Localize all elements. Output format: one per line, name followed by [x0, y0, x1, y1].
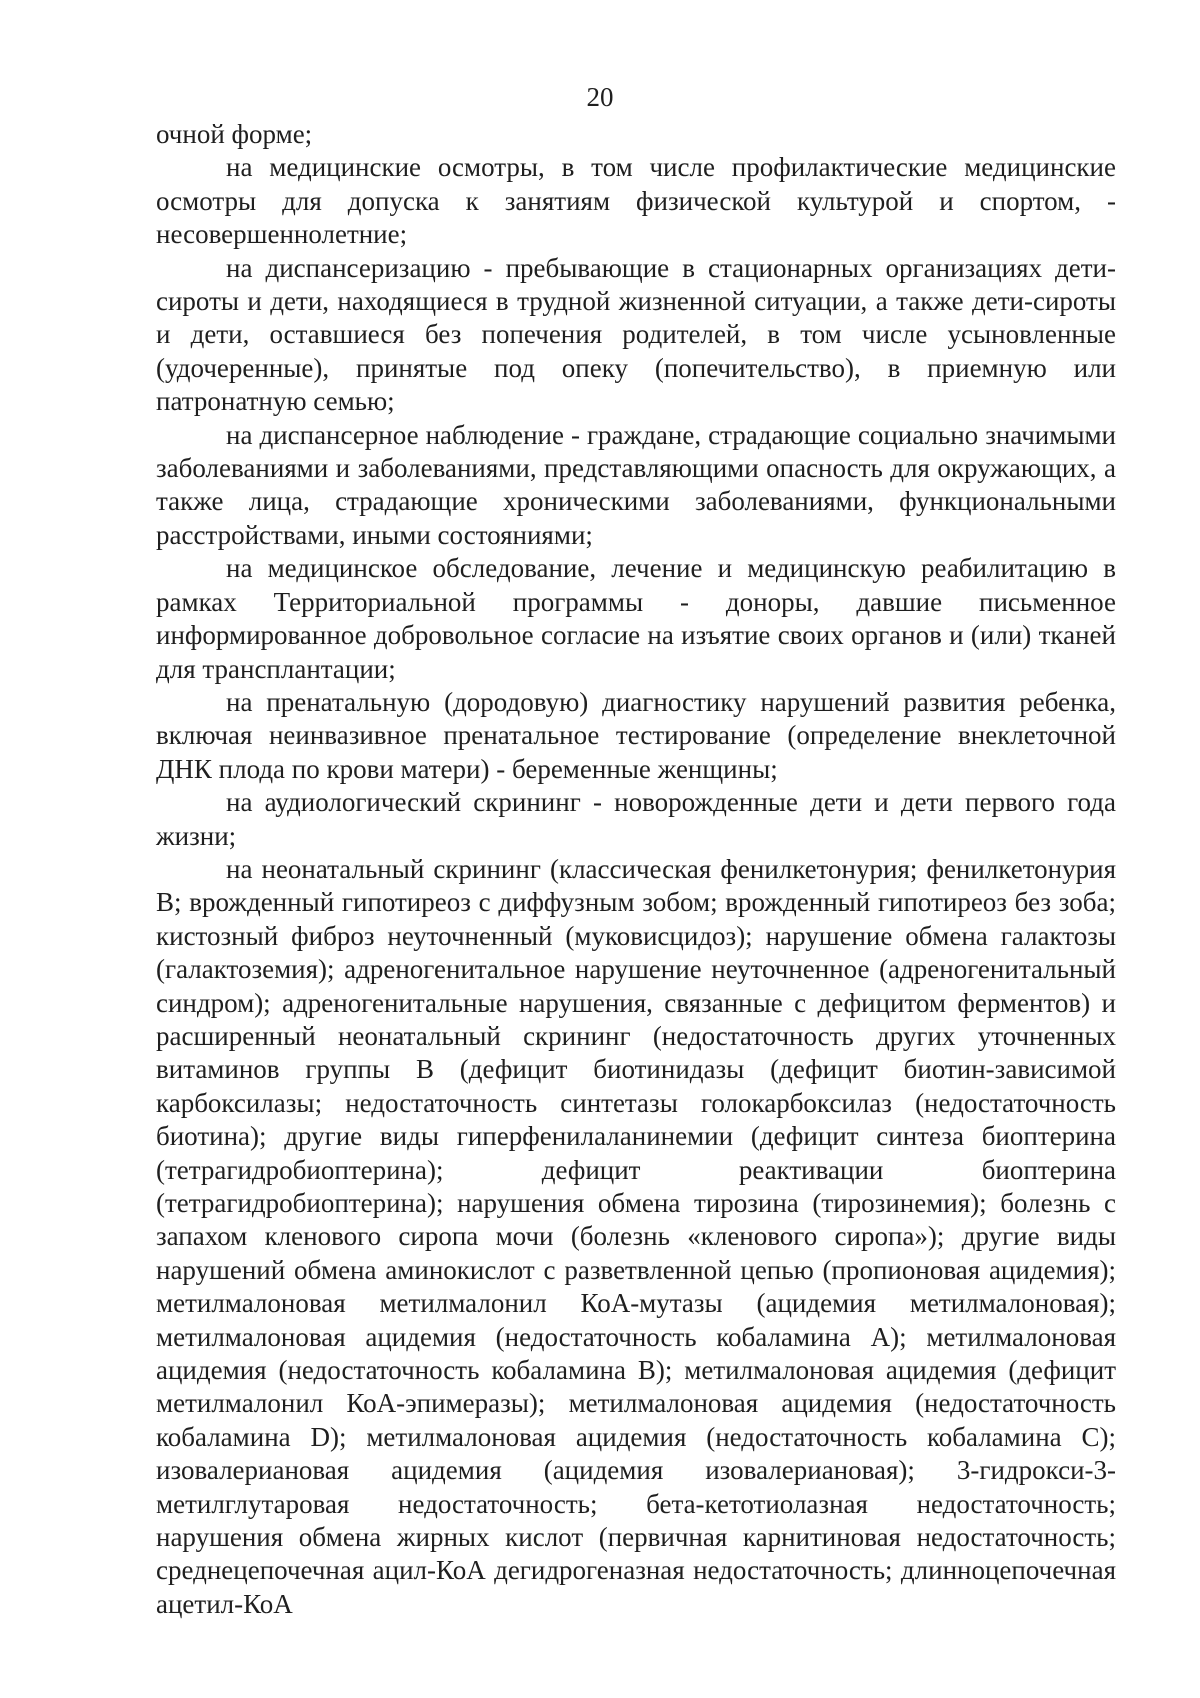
- paragraph-prenatal-diagnostics: на пренатальную (дородовую) диагностику нарушений развития ребенка, включая неинвазивное пренатальное тестирование (определение внеклеточной ДНК плода по крови матери) - беременные женщины;: [156, 686, 1116, 784]
- paragraph-dispensary-observation: на диспансерное наблюдение - граждане, страдающие социально значимыми заболеваниями и заболеваниями, представляющими опасность для окружающих, а также лица, страдающие хроническими заболеваниями, функциональными расстройствами, иными состояниями;: [156, 419, 1116, 550]
- page-number: 20: [586, 82, 614, 112]
- paragraph-donors: на медицинское обследование, лечение и медицинскую реабилитацию в рамках Территориальной программы - доноры, давшие письменное информированное добровольное согласие на изъятие своих органов и (или) тканей для трансплантации;: [156, 553, 1116, 684]
- paragraph-continuation: очной форме;: [156, 119, 313, 149]
- document-body: [156, 118, 1116, 1621]
- paragraph-dispensarization: на диспансеризацию - пребывающие в стационарных организациях дети-сироты и дети, находящиеся в трудной жизненной ситуации, а также дети-сироты и дети, оставшиеся без попечения родителей, в том числе усыновленные (удочеренные), принятые под опеку (попечительство), в приемную или патронатную семью;: [156, 252, 1116, 417]
- paragraph-neonatal-screening: на неонатальный скрининг (классическая фенилкетонурия; фенилкетонурия B; врожденный гипотиреоз с диффузным зобом; врожденный гипотиреоз без зоба; кистозный фиброз неуточненный (муковисцидоз); нарушение обмена галактозы (галактоземия); адреногенитальное нарушение неуточненное (адреногенитальный синдром); адреногенитальные нарушения, связанные с дефицитом ферментов) и расширенный неонатальный скрининг (недостаточность других уточненных витаминов группы B (дефицит биотинидазы (дефицит биотин-зависимой карбоксилазы; недостаточность синтетазы голокарбоксилаз (недостаточность биотина); другие виды гиперфенилаланинемии (дефицит синтеза биоптерина (тетрагидробиоптерина); дефицит реактивации биоптерина (тетрагидробиоптерина); нарушения обмена тирозина (тирозинемия); болезнь с запахом кленового сиропа мочи (болезнь «кленового сиропа»); другие виды нарушений обмена аминокислот с разветвленной цепью (пропионовая ацидемия); метилмалоновая метилмалонил КоА-мутазы (ацидемия метилмалоновая); метилмалоновая ацидемия (недостаточность кобаламина A); метилмалоновая ацидемия (недостаточность кобаламина B); метилмалоновая ацидемия (дефицит метилмалонил КоА-эпимеразы); метилмалоновая ацидемия (недостаточность кобаламина D); метилмалоновая ацидемия (недостаточность кобаламина C); изовалериановая ацидемия (ацидемия изовалериановая); 3-гидрокси-3-метилглутаровая недостаточность; бета-кетотиолазная недостаточность; нарушения обмена жирных кислот (первичная карнитиновая недостаточность; среднецепочечная ацил-КоА дегидрогеназная недостаточность; длинноцепочечная ацетил-КоА: [156, 853, 1116, 1619]
- paragraph-medical-checkups: на медицинские осмотры, в том числе профилактические медицинские осмотры для допуска к занятиям физической культурой и спортом, - несовершеннолетние;: [156, 152, 1116, 250]
- paragraph-audiological-screening: на аудиологический скрининг - новорожденные дети и дети первого года жизни;: [156, 787, 1116, 851]
